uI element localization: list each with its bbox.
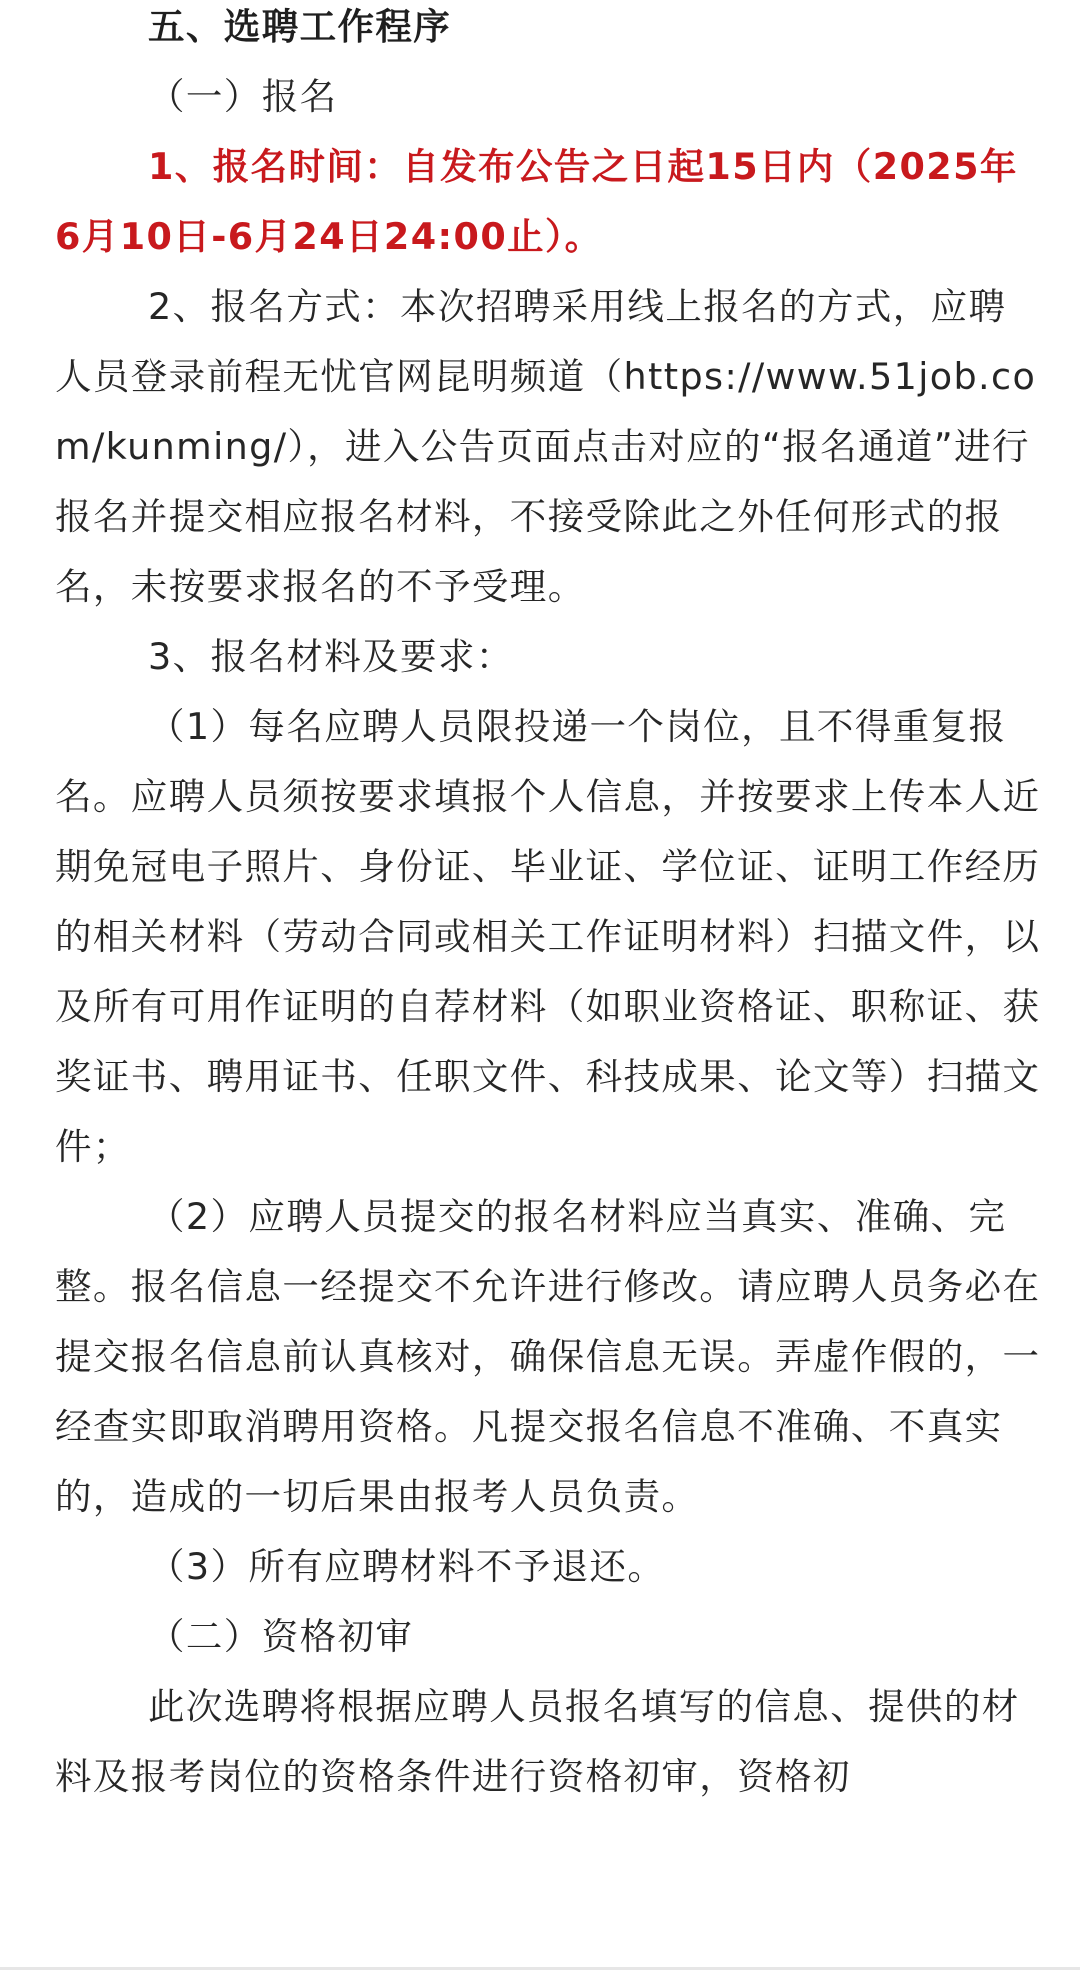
registration-method-text: 2、报名方式：本次招聘采用线上报名的方式，应聘人员登录前程无忧官网昆明频道 (55, 285, 1007, 398)
registration-method-continued: 进入公告页面点击对应的“报名通道”进行报名并提交相应报名材料，不接受除此之外任何形式的报名，未按要求报名的不予受理。 (55, 425, 1030, 608)
qualification-review-paragraph: 此次选聘将根据应聘人员报名填写的信息、提供的材料及报考岗位的资格条件进行资格初审，资格初 (55, 1685, 1020, 1798)
subsection-qualification-review-title: （二）资格初审 (148, 1615, 414, 1658)
registration-url-link[interactable]: （https://www.51job.com/kunming/）， (55, 355, 1037, 468)
subsection-registration-title: （一）报名 (148, 75, 338, 118)
materials-requirements-title: 3、报名材料及要求： (148, 635, 514, 678)
materials-requirement-3: （3）所有应聘材料不予退还。 (148, 1545, 666, 1588)
section-heading: 五、选聘工作程序 (148, 5, 452, 48)
materials-requirement-1: （1）每名应聘人员限投递一个岗位，且不得重复报名。应聘人员须按要求填报个人信息，并按要求上传本人近期免冠电子照片、身份证、毕业证、学位证、证明工作经历的相关材料（劳动合同或相关工作证明材料）扫描文件，以及所有可用作证明的自荐材料（如职业资格证、职称证、获奖证书、聘用证书、任职文件、科技成果、论文等）扫描文件； (55, 705, 1041, 1168)
materials-requirement-2: （2）应聘人员提交的报名材料应当真实、准确、完整。报名信息一经提交不允许进行修改。请应聘人员务必在提交报名信息前认真核对，确保信息无误。弄虚作假的，一经查实即取消聘用资格。凡提交报名信息不准确、不真实的，造成的一切后果由报考人员负责。 (55, 1195, 1041, 1518)
registration-time-paragraph: 1、报名时间：自发布公告之日起15日内（2025年6月10日-6月24日24:00止）。 (55, 145, 1018, 258)
registration-method-paragraph (55, 272, 1042, 622)
